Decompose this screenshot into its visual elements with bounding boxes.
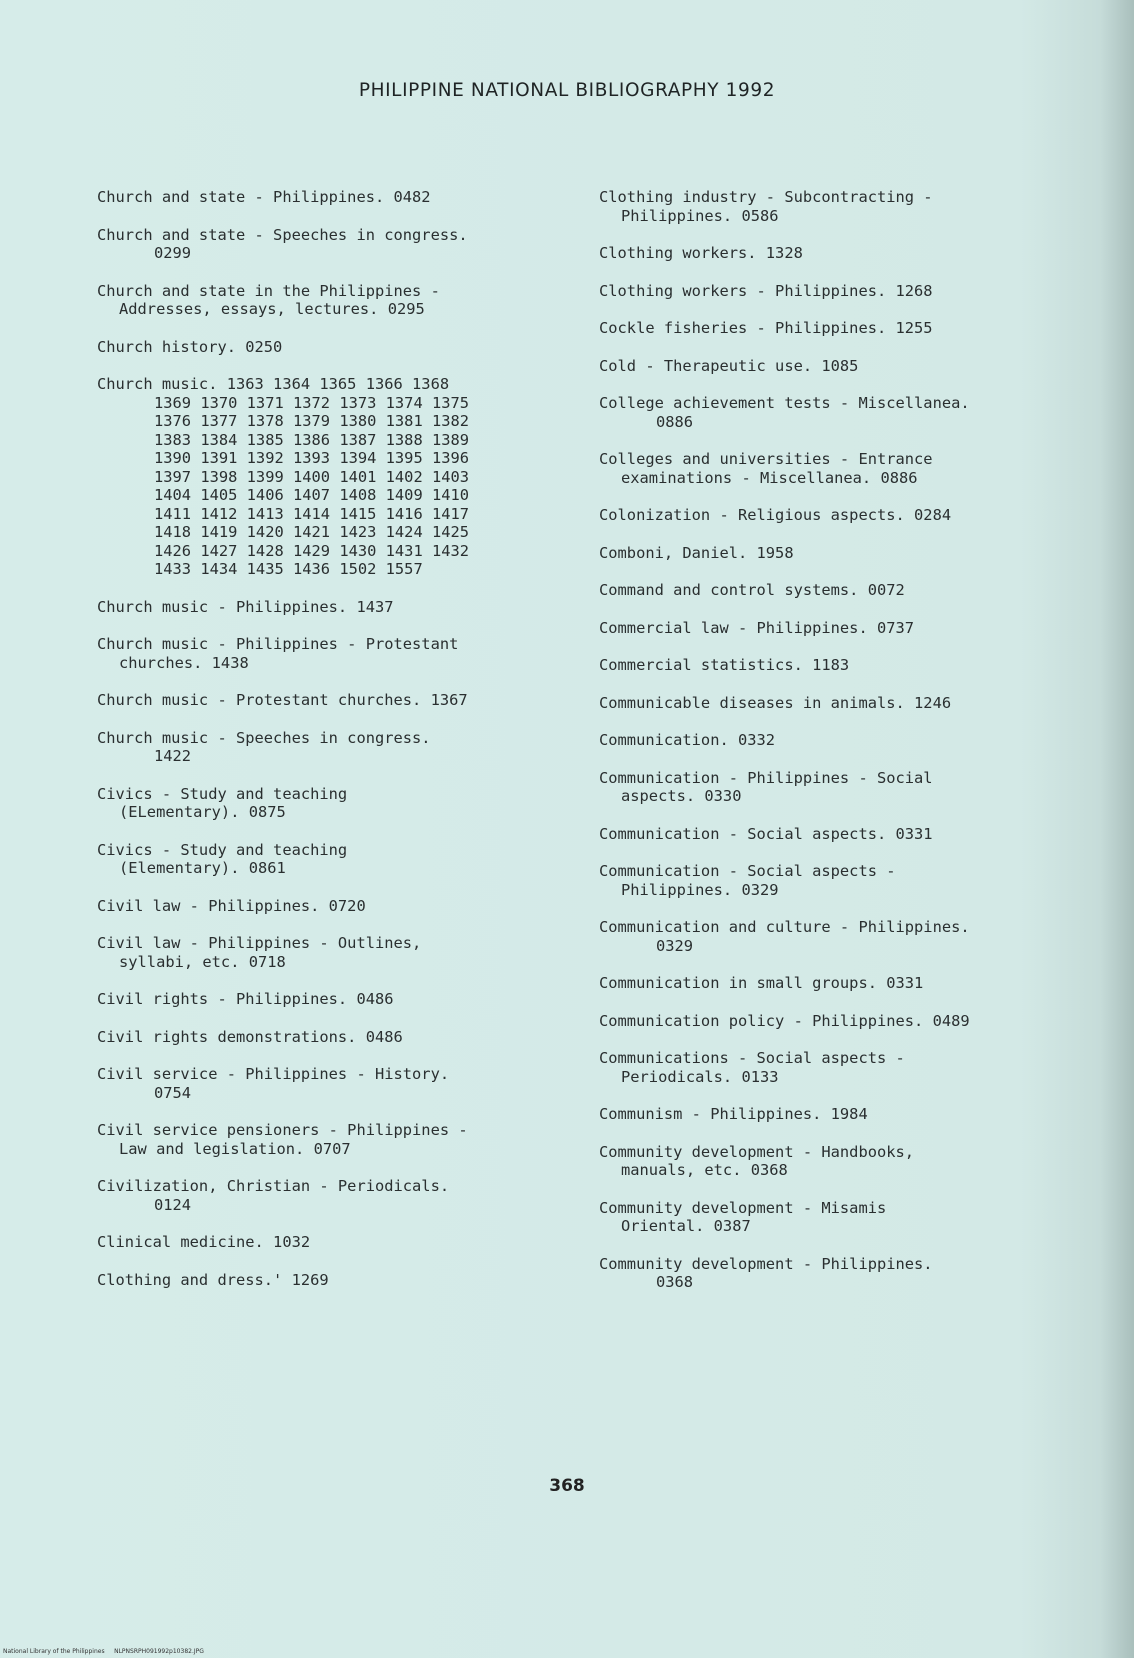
page-title: PHILIPPINE NATIONAL BIBLIOGRAPHY 1992 <box>358 80 776 101</box>
entry-continuation: 0299 <box>154 244 192 262</box>
left-column <box>97 188 567 1308</box>
entry-heading: Church music - Philippines - Protestant <box>97 635 459 653</box>
index-entry <box>599 656 1069 675</box>
entry-continuation: 0886 <box>656 412 694 431</box>
entry-heading: Communication and culture - Philippines. <box>599 918 970 936</box>
entry-heading: Commercial statistics. 1183 <box>599 656 850 674</box>
index-entry <box>97 691 567 710</box>
index-entry <box>97 226 567 263</box>
entry-heading: Civilization, Christian - Periodicals. <box>97 1177 450 1195</box>
entry-heading: Communication. 0332 <box>599 731 776 749</box>
entry-continuation: (Elementary). 0861 <box>119 859 286 877</box>
entry-heading: Comboni, Daniel. 1958 <box>599 543 794 562</box>
index-entry <box>599 506 1069 525</box>
entry-heading: Commercial law - Philippines. 0737 <box>599 618 915 637</box>
index-entry <box>599 1255 1069 1292</box>
entry-continuation: syllabi, etc. 0718 <box>119 952 286 971</box>
index-entry <box>599 1143 1069 1180</box>
index-entry <box>97 1177 567 1214</box>
entry-continuation: Law and legislation. 0707 <box>119 1139 351 1158</box>
entry-heading: Civil law - Philippines. 0720 <box>97 896 366 915</box>
entry-heading: Clothing workers - Philippines. 1268 <box>599 281 933 300</box>
entry-heading: Communicable diseases in animals. 1246 <box>599 693 952 712</box>
index-entry <box>599 1199 1069 1236</box>
index-entry <box>599 394 1069 431</box>
entry-continuation: examinations - Miscellanea. 0886 <box>621 468 918 487</box>
entry-heading: Communication in small groups. 0331 <box>599 974 924 992</box>
index-entry <box>97 188 567 207</box>
entry-heading: Church music. 1363 1364 1365 1366 1368 <box>97 375 450 393</box>
index-entry <box>599 825 1069 844</box>
entry-heading: Church history. 0250 <box>97 337 283 356</box>
entry-heading: Clinical medicine. 1032 <box>97 1233 311 1251</box>
entry-number-row: 1404 1405 1406 1407 1408 1409 1410 <box>154 486 470 504</box>
entry-heading: Communism - Philippines. 1984 <box>599 1105 868 1123</box>
entry-heading: Civil rights - Philippines. 0486 <box>97 990 394 1008</box>
index-entry <box>97 934 567 971</box>
index-entry <box>599 731 1069 750</box>
entry-continuation: 1422 <box>154 747 192 765</box>
entry-number-row: 1411 1412 1413 1414 1415 1416 1417 <box>154 504 470 523</box>
entry-heading: Civil rights demonstrations. 0486 <box>97 1027 403 1046</box>
entry-continuation: Philippines. 0586 <box>621 206 779 225</box>
entry-heading: Communication - Social aspects. 0331 <box>599 824 933 843</box>
index-entry <box>599 319 1069 338</box>
entry-heading: Cold - Therapeutic use. 1085 <box>599 356 859 375</box>
entry-heading: Civil service pensioners - Philippines - <box>97 1121 468 1139</box>
footer-credit: National Library of the Philippines NLPNSRPH091992p10382.JPG <box>3 1648 204 1655</box>
entry-heading: Colonization - Religious aspects. 0284 <box>599 506 952 524</box>
entry-heading: Civics - Study and teaching <box>97 784 348 803</box>
index-entry <box>97 1121 567 1158</box>
index-entry <box>599 862 1069 899</box>
index-entry <box>97 375 567 579</box>
entry-heading: Community development - Handbooks, <box>599 1142 915 1161</box>
index-entry <box>599 694 1069 713</box>
index-entry <box>599 918 1069 955</box>
entry-continuation: Philippines. 0329 <box>621 880 779 899</box>
entry-number-row: 1433 1434 1435 1436 1502 1557 <box>154 560 423 578</box>
entry-heading: Colleges and universities - Entrance <box>599 450 933 468</box>
entry-heading: Clothing industry - Subcontracting - <box>599 188 933 206</box>
entry-heading: Clothing workers. 1328 <box>599 244 803 262</box>
entry-continuation: 0754 <box>154 1083 192 1102</box>
index-entry <box>97 1271 567 1290</box>
entry-continuation: Addresses, essays, lectures. 0295 <box>119 300 425 318</box>
right-column <box>599 188 1069 1311</box>
entry-heading: Church and state - Philippines. 0482 <box>97 188 431 206</box>
index-entry <box>599 1049 1069 1086</box>
index-entry <box>97 785 567 822</box>
index-entry <box>599 188 1069 225</box>
index-entry <box>97 1233 567 1252</box>
entry-heading: Community development - Philippines. <box>599 1254 933 1273</box>
entry-heading: Church music - Speeches in congress. <box>97 728 431 747</box>
index-entry <box>599 581 1069 600</box>
entry-continuation: (ELementary). 0875 <box>119 803 286 821</box>
index-entry <box>599 282 1069 301</box>
entry-number-row: 1376 1377 1378 1379 1380 1381 1382 <box>154 412 470 430</box>
index-entry <box>599 769 1069 806</box>
entry-continuation: 0329 <box>656 936 694 955</box>
index-entry <box>599 450 1069 487</box>
page-number: 368 <box>549 1476 585 1496</box>
index-entry <box>599 619 1069 638</box>
entry-heading: Communication policy - Philippines. 0489 <box>599 1011 970 1030</box>
entry-heading: Church and state in the Philippines - <box>97 281 440 300</box>
index-entry <box>599 1012 1069 1031</box>
entry-number-row: 1369 1370 1371 1372 1373 1374 1375 <box>154 393 470 412</box>
index-entry <box>97 841 567 878</box>
entry-heading: Church and state - Speeches in congress. <box>97 225 468 244</box>
entry-continuation: churches. 1438 <box>119 653 249 672</box>
entry-heading: College achievement tests - Miscellanea. <box>599 394 970 412</box>
entry-heading: Communication - Philippines - Social <box>599 768 933 787</box>
entry-heading: Civil law - Philippines - Outlines, <box>97 934 422 952</box>
entry-heading: Church music - Protestant churches. 1367 <box>97 691 468 709</box>
index-entry <box>599 544 1069 563</box>
index-entry <box>97 338 567 357</box>
index-entry <box>97 897 567 916</box>
entry-number-row: 1390 1391 1392 1393 1394 1395 1396 <box>154 449 470 467</box>
entry-continuation: 0124 <box>154 1195 192 1214</box>
entry-heading: Cockle fisheries - Philippines. 1255 <box>599 319 933 337</box>
entry-continuation: Oriental. 0387 <box>621 1217 751 1235</box>
index-entry <box>97 990 567 1009</box>
entry-heading: Community development - Misamis <box>599 1198 887 1217</box>
entry-continuation: Periodicals. 0133 <box>621 1067 779 1086</box>
entry-heading: Communication - Social aspects - <box>599 862 896 880</box>
index-entry <box>97 1028 567 1047</box>
index-entry <box>97 282 567 319</box>
index-entry <box>599 357 1069 376</box>
entry-heading: Civics - Study and teaching <box>97 840 348 859</box>
entry-continuation: manuals, etc. 0368 <box>621 1161 788 1179</box>
entry-heading: Church music - Philippines. 1437 <box>97 597 394 616</box>
index-entry <box>599 244 1069 263</box>
entry-number-row: 1426 1427 1428 1429 1430 1431 1432 <box>154 541 470 560</box>
entry-heading: Communications - Social aspects - <box>599 1049 905 1067</box>
entry-continuation: aspects. 0330 <box>621 787 742 805</box>
entry-number-row: 1397 1398 1399 1400 1401 1402 1403 <box>154 467 470 486</box>
index-entry <box>599 1105 1069 1124</box>
entry-number-row: 1418 1419 1420 1421 1423 1424 1425 <box>154 523 470 541</box>
entry-number-row: 1383 1384 1385 1386 1387 1388 1389 <box>154 430 470 449</box>
entry-heading: Clothing and dress.' 1269 <box>97 1270 329 1289</box>
entry-continuation: 0368 <box>656 1273 694 1291</box>
index-entry <box>97 1065 567 1102</box>
entry-heading: Command and control systems. 0072 <box>599 581 905 599</box>
index-entry <box>599 974 1069 993</box>
index-entry <box>97 598 567 617</box>
entry-heading: Civil service - Philippines - History. <box>97 1065 450 1083</box>
index-entry <box>97 729 567 766</box>
index-entry <box>97 635 567 672</box>
